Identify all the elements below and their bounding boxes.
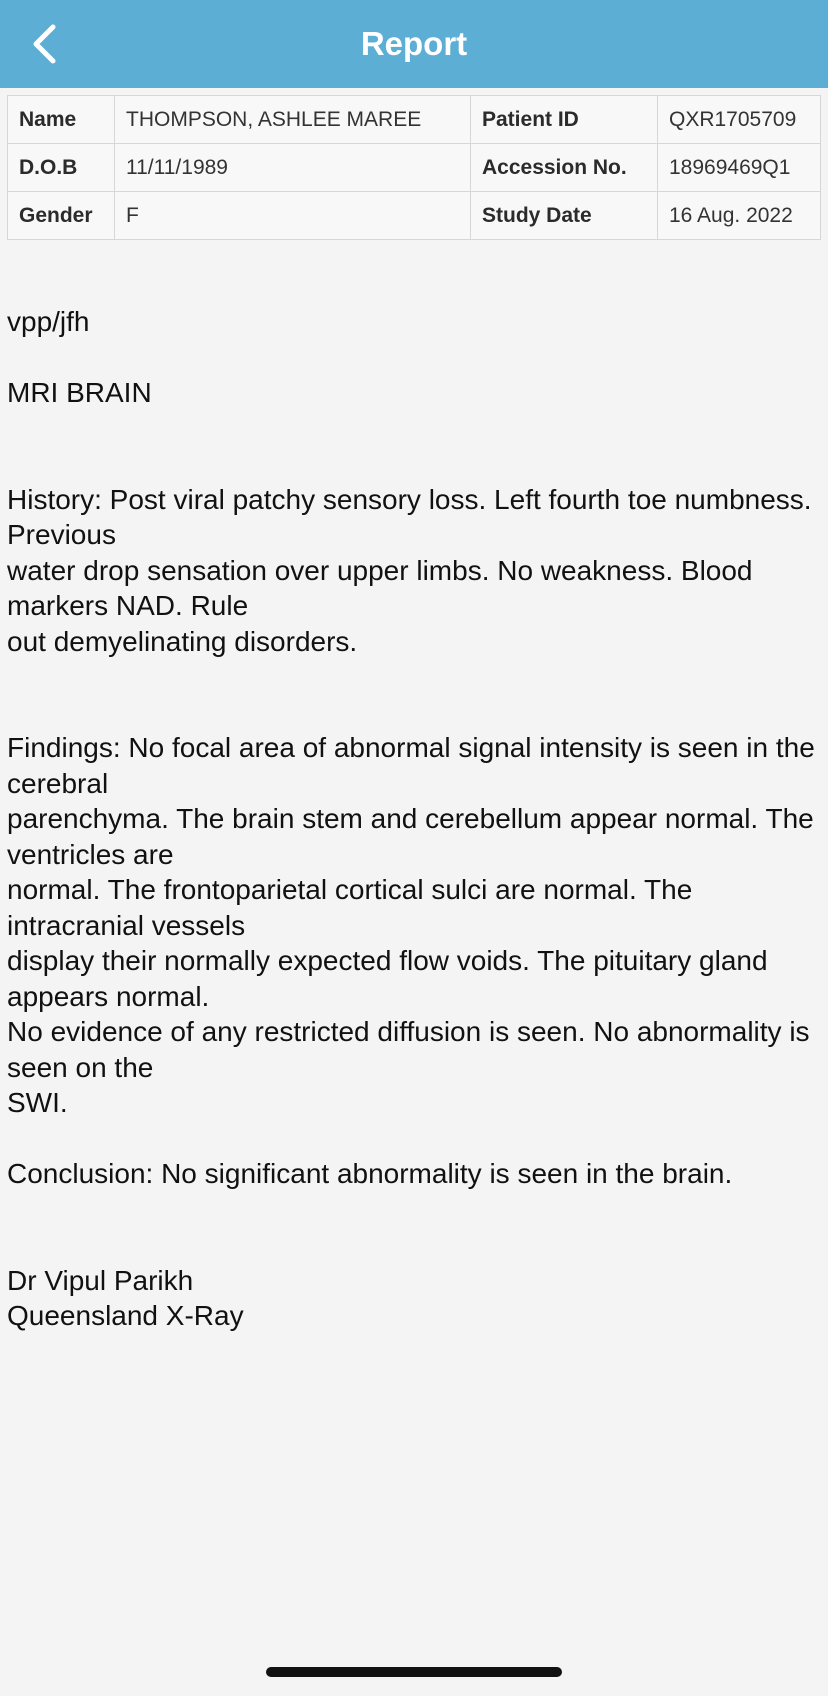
study-date-value: 16 Aug. 2022 (658, 192, 821, 240)
patient-info-table (7, 95, 821, 240)
report-body (7, 304, 822, 1334)
nav-header (0, 0, 828, 88)
gender-value: F (115, 192, 471, 240)
findings-text: Findings: No focal area of abnormal signal intensity is seen in the cerebral parenchyma. The brain stem and cerebellum appear normal. The ventricles are normal. The frontoparietal cortical sulci are normal. The intracranial vessels display their normally expected flow voids. The pituitary gland appears normal. No evidence of any restricted diffusion is seen. No abnormality is seen on the SWI. (7, 732, 815, 1118)
home-indicator[interactable] (266, 1667, 562, 1677)
accession-value: 18969469Q1 (658, 144, 821, 192)
patient-id-value: QXR1705709 (658, 96, 821, 144)
gender-label: Gender (8, 192, 115, 240)
table-row (8, 192, 821, 240)
study-date-label: Study Date (471, 192, 658, 240)
name-label: Name (8, 96, 115, 144)
exam-title: MRI BRAIN (7, 377, 152, 408)
name-value: THOMPSON, ASHLEE MAREE (115, 96, 471, 144)
accession-label: Accession No. (471, 144, 658, 192)
practice-name: Queensland X-Ray (7, 1300, 244, 1331)
doctor-name: Dr Vipul Parikh (7, 1264, 194, 1296)
dob-label: D.O.B (8, 144, 115, 192)
history-text: History: Post viral patchy sensory loss. Left fourth toe numbness. Previous water drop sensation over upper limbs. No weakness. Blood markers NAD. Rule out demyelinating disorders. (7, 483, 812, 657)
dob-value: 11/11/1989 (115, 144, 471, 192)
report-initials: vpp/jfh (7, 306, 90, 337)
table-row (8, 96, 821, 144)
patient-id-label: Patient ID (471, 96, 658, 144)
table-row (8, 144, 821, 192)
conclusion-text: Conclusion: No significant abnormality is seen in the brain. (7, 1158, 733, 1189)
page-title: Report (360, 25, 468, 62)
